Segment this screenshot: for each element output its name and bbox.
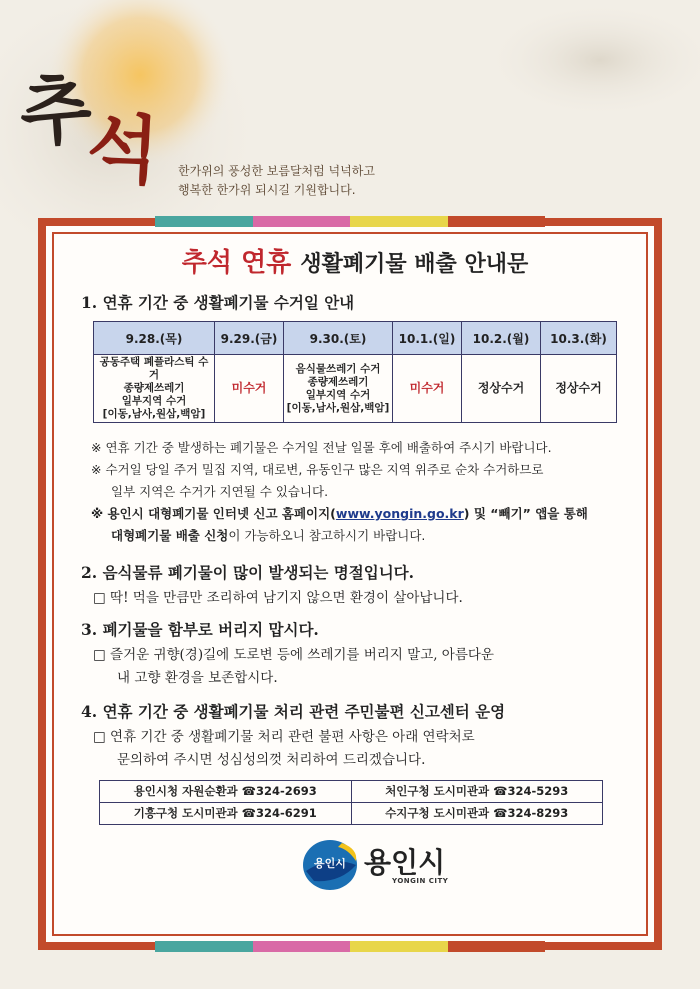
schedule-header: 10.3.(화) (541, 322, 617, 355)
contact-table (99, 780, 603, 825)
schedule-header: 9.29.(금) (215, 322, 284, 355)
notice-title: 추석 연휴 생활폐기물 배출 안내문 (181, 248, 529, 278)
color-stripe-top (155, 216, 545, 227)
section3-heading: 3. 폐기물을 함부로 버리지 맙시다. (81, 620, 319, 639)
section2-body: □ 딱! 먹을 만큼만 조리하여 남기지 않으면 환경이 살아납니다. (93, 590, 463, 606)
contact-cell: 용인시청 자원순환과 ☎324-2693 (100, 781, 352, 803)
section1-notes: ※ 연휴 기간 중 발생하는 폐기물은 수거일 전날 일몰 후에 배출하여 주시기 바랍니다. ※ 수거일 당일 주거 밀집 지역, 대로변, 유동인구 많은 지역 위주로 순차 수거하므로 일부 지역은 수거가 지연될 수 있습니다. ※ 용인시 대형폐기물 인터넷 신고 홈페이지(www.yongin.go.kr) 및 “빼기” 앱을 통해 대형폐기물 배출 신청이 가능하오니 참고하시기 바랍니다. (91, 440, 588, 543)
schedule-header: 9.28.(목) (94, 322, 215, 355)
contact-cell: 수지구청 도시미관과 ☎324-8293 (351, 803, 603, 825)
yongin-emblem-icon (300, 835, 370, 895)
schedule-cell: 음식물쓰레기 수거 종량제쓰레기 일부지역 수거 [이동,남사,원삼,백암] (284, 355, 393, 423)
collection-schedule-table (93, 321, 617, 423)
schedule-header: 9.30.(토) (284, 322, 393, 355)
chuseok-calligraphy: 추석 (17, 66, 158, 195)
section4-body: □ 연휴 기간 중 생활폐기물 처리 관련 불편 사항은 아래 연락처로 문의하여 주시면 성심성의껏 처리하여 드리겠습니다. (93, 729, 475, 768)
section4-heading: 4. 연휴 기간 중 생활폐기물 처리 관련 주민불편 신고센터 운영 (81, 702, 506, 721)
section1-heading: 1. 연휴 기간 중 생활폐기물 수거일 안내 (81, 293, 355, 312)
color-stripe-bottom (155, 941, 545, 952)
schedule-cell: 공동주택 폐플라스틱 수거 종량제쓰레기 일부지역 수거 [이동,남사,원삼,백암] (94, 355, 215, 423)
schedule-cell: 정상수거 (462, 355, 541, 423)
schedule-header: 10.2.(월) (462, 322, 541, 355)
contact-cell: 기흥구청 도시미관과 ☎324-6291 (100, 803, 352, 825)
section3-body: □ 즐거운 귀향(경)길에 도로변 등에 쓰레기를 버리지 말고, 아름다운 내 고향 환경을 보존합시다. (93, 647, 494, 686)
contact-cell: 처인구청 도시미관과 ☎324-5293 (351, 781, 603, 803)
section2-heading: 2. 음식물류 폐기물이 많이 발생되는 명절입니다. (81, 563, 415, 582)
yongin-homepage-link[interactable]: www.yongin.go.kr (335, 506, 464, 521)
greeting-text: 한가위의 풍성한 보름달처럼 넉넉하고 행복한 한가위 되시길 기원합니다. (178, 164, 375, 197)
schedule-cell: 미수거 (393, 355, 462, 423)
schedule-cell: 미수거 (215, 355, 284, 423)
svg-text:용인시: 용인시 (314, 857, 346, 870)
schedule-header: 10.1.(일) (393, 322, 462, 355)
schedule-cell: 정상수거 (541, 355, 617, 423)
notice-content (75, 240, 635, 825)
